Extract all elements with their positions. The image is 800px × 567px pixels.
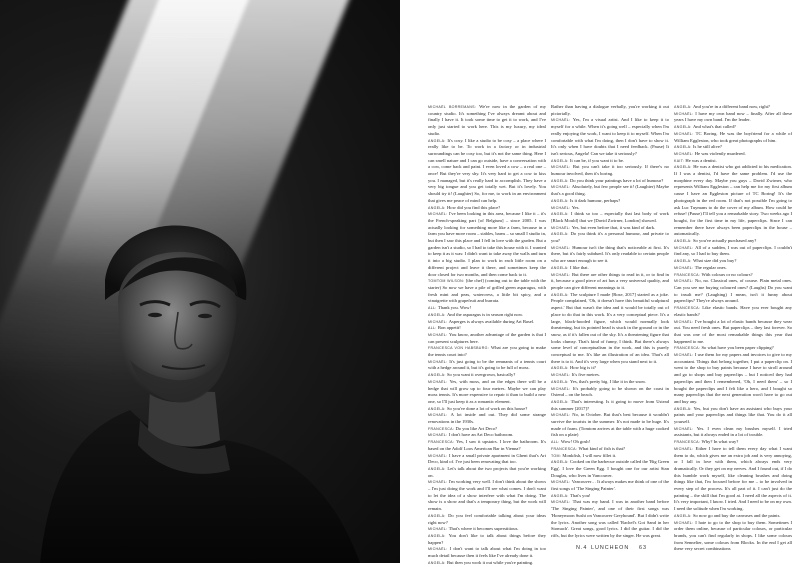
interview-paragraph: [551, 272, 669, 292]
speech-text: Is he still alive?: [692, 144, 722, 150]
interview-paragraph: [674, 345, 792, 352]
interview-paragraph: [428, 453, 546, 466]
speaker-name: MICHAËL:: [674, 245, 696, 250]
speech-text: Asperges is always available during Art Basel.: [448, 318, 535, 324]
text-column-3: [674, 104, 793, 552]
speaker-name: ANGELA:: [551, 212, 571, 217]
speaker-name: MICHAËL:: [551, 386, 573, 391]
interview-paragraph: [674, 164, 792, 238]
speech-text: What size did you buy?: [692, 258, 737, 264]
speaker-name: ANGELA:: [551, 366, 570, 371]
interview-paragraph: [674, 446, 792, 513]
interview-paragraph: [428, 439, 546, 452]
interview-paragraph: [551, 499, 669, 539]
speech-text: But you can't take it too seriously. If there's no humour involved, then it's boring.: [551, 164, 669, 177]
speaker-name: ANGELA:: [428, 373, 447, 378]
speaker-name: ANGELA:: [551, 198, 570, 203]
speaker-name: MICHAËL BORREMANS:: [428, 105, 480, 109]
interview-paragraph: [551, 198, 669, 205]
speaker-name: ANGELA:: [551, 178, 570, 183]
speaker-name: MICHAËL:: [674, 111, 696, 116]
interview-paragraph: [674, 513, 792, 520]
speech-text: It's five metres.: [571, 372, 600, 378]
interview-paragraph: [551, 399, 669, 412]
speaker-name: MICHAËL:: [551, 118, 573, 123]
speaker-name: MICHAËL:: [428, 527, 449, 532]
speaker-name: ANGELA:: [428, 312, 447, 317]
speaker-name: ANGELA:: [428, 513, 449, 518]
speech-text: We're now in the garden of my country studio. It's something I've always dreamt about and finally I have it. It took some time to get it to work, and I've only just started to work here. This is my luxury, my ideal studio.: [428, 104, 547, 136]
interview-paragraph: [428, 560, 546, 567]
speaker-name: MICHAËL:: [428, 480, 449, 485]
speaker-name: ANGELA:: [551, 399, 571, 404]
speech-text: That was my band. I was in another band before 'The Singing Painter', and one of their first songs was 'Honeymoon Sushi on Vancouver Greyhound'. But I didn't write the lyrics. Another song was called 'Rachel's Got Sand in her Stomach'. Great songs, good lyrics. I did the guitar. I did the riffs, but the lyrics were written by the singer. He was great.: [551, 499, 669, 538]
speaker-name: ANGELA:: [428, 138, 448, 143]
speech-text: And what's that called?: [692, 124, 736, 130]
speaker-name: ANGELA:: [674, 406, 694, 411]
speech-text: What are you going to make the tennis court into?: [428, 345, 546, 358]
speaker-name: FRANCESCA:: [428, 440, 457, 445]
speaker-name: ANGELA:: [674, 239, 693, 244]
interview-paragraph: [428, 479, 546, 513]
interview-paragraph: [428, 312, 546, 319]
speaker-name: ANGELA:: [551, 460, 571, 465]
speech-text: Let's talk about the two projects that you're working on.: [428, 465, 546, 478]
speaker-name: MICHAËL:: [551, 480, 572, 485]
speech-text: Either I have to tell them every day what I want them to do, which gives me an extra job and is very annoying, or I fall in love with them, which always ends very dramatically. Or they get on my nerves. And I found out, if I do this humble work myself, like cleaning brushes and doing things like that, I'm focused before for me – to be involved in every step of the process. It's all part of it. I can't just do the painting – the skill that I'm good at. I need all the aspects of it. It's very important, I know. I tried. And I need to be on my own. I need the solitude when I'm working.: [674, 445, 792, 512]
speaker-name: MICHAËL:: [551, 373, 572, 378]
interview-paragraph: [428, 325, 546, 332]
speaker-name: MICHAËL:: [428, 359, 450, 364]
speech-text: Do you think it's a personal humour, and private to you?: [551, 231, 669, 244]
page-number: 63: [639, 545, 647, 551]
speaker-name: ANGELA:: [674, 105, 693, 109]
speaker-name: MICHAËL:: [551, 225, 572, 230]
interview-paragraph: [428, 359, 546, 372]
speech-text: It can be, if you want it to be.: [569, 157, 625, 163]
interview-paragraph: [428, 412, 546, 425]
speaker-name: ANGELA:: [428, 560, 447, 565]
speaker-name: ANGELA:: [674, 125, 693, 130]
interview-paragraph: [551, 386, 669, 399]
speech-text: I have my own band now – finally. After all these years I have my own band. I'm the leader.: [674, 110, 792, 123]
interview-paragraph: [551, 184, 669, 197]
interview-paragraph: [674, 151, 792, 158]
speaker-name: MICHAËL:: [674, 131, 696, 136]
interview-paragraph: [551, 265, 669, 272]
interview-paragraph: [551, 292, 669, 366]
interview-paragraph: [428, 426, 546, 433]
interview-paragraph: [428, 406, 546, 413]
interview-paragraph: [428, 305, 546, 312]
speaker-name: MICHAËL:: [428, 319, 449, 324]
speech-text: The sculpture I made [Rose, 2017] started as a joke. People complained, 'Oh, it doesn't have this beautiful sculptural aspect.' But that wasn't the idea and it would be totally out of place to do that in this work. It's a very conceptual piece. It's a large, black-hooded figure, which would normally look threatening, but its pointed head is stuck in the ground or in the snow, as if it's fallen out of the sky. It's a threatening figure that looks clumsy. That's kind of funny, I think. But there's always some level of conceptualism in the work, and this is purely conceptual to me. It's like an illustration of an idea. That's all there is to it. And it's very large when you stand next to it.: [551, 291, 669, 364]
speaker-name: ANGELA:: [551, 265, 570, 270]
speech-text: Yes. I even clean my brushes myself. I tried assistants, but it always ended in a lot of trouble.: [674, 425, 792, 438]
interview-paragraph: [551, 117, 669, 157]
speech-text: It's cosy. I like a studio to be cosy – a place where I really like to be. To work in a factory or in industrial surroundings can be cosy too, but it's not the same thing. Here I can smell nature and I can go outside, have a conversation with a cow, come back and paint. I even loved a cow – a real one – once! But they're very shy. It's very hard to get a cow to kiss you. I managed, but it's really hard to accomplish. They have a very big tongue and you get totally wet. But it's lovely. You should try it! (Laughter) So, for me, to work in an environment that gives me peace of mind can help.: [428, 137, 546, 203]
interview-paragraph: [428, 138, 546, 205]
speaker-name: ALL:: [428, 326, 438, 331]
speech-text: But then you work it out while you're painting.: [446, 559, 534, 565]
speaker-name: ANGELA:: [674, 259, 693, 264]
interview-paragraph: [674, 278, 792, 305]
interview-paragraph: [428, 345, 546, 358]
speech-text: Why? In what way?: [701, 439, 739, 445]
interview-paragraph: [551, 446, 669, 453]
speaker-name: MICHAËL:: [428, 413, 451, 418]
speech-text: It's just going to be the remnants of a tennis court with a hedge around it, but it's going to be full of moss.: [428, 358, 546, 371]
speech-text: No, no. Classical ones, of course. Plain metal ones. Can you see me buying coloured ones? (Laughs) Do you want to insult me? (Laughing) I mean, isn't it funny about paperclips? They're always around.: [674, 278, 792, 304]
speech-text: That's you!: [569, 492, 591, 498]
interview-paragraph: [674, 272, 792, 279]
speaker-name: MICHAËL:: [551, 165, 573, 170]
speaker-name: MICHAËL:: [551, 205, 572, 210]
issue-number: N.4: [576, 545, 588, 551]
text-column-1: [428, 104, 547, 565]
portrait-figure: [0, 0, 400, 563]
speech-text: So what have you been paper clipping?: [701, 345, 774, 351]
interview-paragraph: [551, 158, 669, 165]
speech-text: [the chef] (coming out to the table with the starter) So now we have a pile of grilled green asparagus, with fresh mint and peas, watercress, a little bit spicy, and a vinaigrette with grapefruit and burrata.: [428, 278, 546, 304]
interview-paragraph: [551, 372, 669, 379]
interview-paragraph: [551, 211, 669, 224]
interview-paragraph: [551, 459, 669, 479]
speaker-name: ANGELA:: [428, 534, 449, 538]
interview-paragraph: [674, 131, 792, 144]
interview-text-page: [400, 0, 800, 563]
interview-paragraph: [551, 379, 669, 386]
interview-paragraph: [674, 426, 792, 439]
speaker-name: MICHAËL:: [551, 500, 573, 505]
speech-text: But there are other things to read in it, or to find in it, because a good piece of art has a very universal quality, and people can give different meanings to it.: [551, 271, 669, 290]
speaker-name: MICHAËL:: [674, 319, 695, 324]
speech-text: Yes, with moss, and on the edges there will be a hedge that will grow up to four metres. Maybe we can play moss tennis. It's more expensive to repair it than to build a new one, so I'll just keep it as a romantic element.: [428, 378, 546, 404]
speaker-name: MICHAËL:: [428, 453, 450, 458]
speech-text: Thank you. Wow!: [437, 305, 472, 311]
speaker-name: FRANCESCA:: [674, 272, 702, 277]
speaker-name: MICHAËL:: [674, 353, 695, 358]
speech-text: Like elastic bands. Have you ever bought any elastic bands?: [674, 305, 793, 317]
speaker-name: MICHAËL:: [674, 520, 696, 525]
speech-text: I've bought a lot of elastic bands because they wear out. You need fresh ones. But paperclips – they last forever. So that was one of the most remarkable things this year that happened to me.: [674, 318, 792, 344]
interview-paragraph: [551, 178, 669, 185]
speech-text: I'm working very well. I don't think about the shows – I'm just doing the work and I'll see what comes. I don't want to let the idea of a show interfere with what I'm doing. The show is a show and that's a temporary thing, but the work will remain.: [428, 479, 546, 512]
speech-text: Do you feel comfortable talking about your ideas right now?: [428, 512, 546, 525]
text-column-2: [551, 104, 670, 538]
speaker-name: FRANCESCA:: [674, 306, 703, 311]
speaker-name: TOM:: [551, 453, 563, 458]
interview-paragraph: [551, 479, 669, 492]
interview-paragraph: [428, 466, 546, 479]
speech-text: Yes, I saw it upstairs. I love the bathroom. It's based on the Adolf Loos American Bar in Vienna?: [428, 439, 546, 451]
interview-paragraph: [551, 493, 669, 500]
interview-paragraph: [674, 158, 792, 165]
speech-text: Bon appetit!: [437, 325, 461, 331]
speech-text: I've been looking in this area, because I like it – it's the French-speaking part [of Belgium] – since 2005. I was actually looking for something more like a farm, because in a farm you have more room – stables, barns – so small I studio in, but then I saw this place and I fell in love with the garden. But a garden isn't a studio, so I had to take this house with it. I wanted to keep it as it was: I didn't want to take away the walls and turn it into a big studio. I plan to work in each little room on a different project and leave it there, and sometimes keep the door closed for two months, and then come back to it.: [428, 211, 547, 277]
interview-paragraph: [674, 104, 792, 111]
speaker-name: FRANCESCA:: [551, 446, 579, 451]
speaker-name: TOMTOM WILSON:: [428, 279, 466, 284]
interview-paragraph: [674, 265, 792, 272]
speech-text: So now go and buy the canvases and the paints.: [692, 512, 781, 518]
speech-text: All of a sudden, I was out of paperclips. I couldn't find any, so I had to buy them.: [674, 244, 792, 257]
speech-text: So you want it overgrown, basically?: [446, 372, 516, 378]
speech-text: You know, another advantage of the garden is that I can present sculptures here.: [428, 331, 546, 344]
interview-paragraph: [551, 245, 669, 265]
interview-paragraph: [551, 365, 669, 372]
speaker-name: MICHAËL:: [674, 265, 695, 270]
interview-paragraph: [674, 238, 792, 245]
speaker-name: MICHAËL:: [674, 279, 696, 284]
speech-text: It's probably going to be shown on the coast in Ostend – on the beach.: [551, 385, 669, 398]
speech-text: Yes.: [571, 204, 580, 210]
page-footer: [400, 545, 800, 555]
speaker-name: MICHAËL:: [674, 446, 696, 451]
speech-text: Yes, I'm a visual artist. And I like to keep it to myself for a while. When it's going well – especially when I'm really enjoying the work, I want to keep it to myself. When I'm comfortable with what I'm doing, then I don't have to show it. It's only when I have doubts that I need feedback. (Pause) It isn't serious, Angela! Can we take it seriously?: [551, 117, 669, 156]
interview-paragraph: [674, 319, 792, 346]
speech-text: The regular ones.: [694, 264, 727, 270]
speech-text: Yes, that's pretty big. I like it in the snow.: [569, 378, 647, 384]
speaker-name: ANGELA:: [551, 292, 571, 297]
speech-text: Is it dark humour, perhaps?: [569, 197, 621, 203]
interview-paragraph: [551, 231, 669, 244]
speaker-name: ALL:: [551, 440, 561, 445]
interview-paragraph: [551, 205, 669, 212]
speech-text: I don't want to talk about what I'm doing in too much detail because then it feels like I've already done it.: [428, 546, 546, 559]
interview-paragraph: [428, 432, 546, 439]
speech-text: Do you like Art Deco?: [455, 425, 498, 431]
speech-text: That's interesting. Is it going to move from Ustead this summer [2017]?: [551, 398, 669, 411]
speech-text: And you're in a different band now, right?: [692, 104, 770, 109]
interview-paragraph: [674, 305, 792, 318]
speech-text: TC Boring. He was the boyfriend for a while of William Eggleston, who took great photographs of him.: [674, 130, 792, 143]
speech-text: And the asparagus is in season right now.: [446, 311, 523, 317]
portrait-photograph: [0, 0, 400, 563]
speaker-name: MICHAËL:: [551, 413, 573, 418]
speech-text: Monkfish, I will now fillet it.: [562, 452, 617, 458]
interview-paragraph: [674, 439, 792, 446]
speaker-name: ANGELA:: [551, 379, 570, 384]
speech-text: I think so too – especially that last body of work [Black Mould] that we [David Zwirner, London] showed.: [551, 211, 669, 223]
speech-text: So you've done a lot of work on this house?: [446, 405, 528, 411]
speaker-name: ANGELA:: [428, 466, 448, 471]
speaker-name: ANGELA:: [428, 205, 447, 210]
speech-text: I have a small private apartment in Ghent that's Art Deco, kind of. I've just been renovating that too.: [428, 452, 546, 465]
speaker-name: ANGELA:: [674, 145, 693, 150]
speaker-name: MICHAËL:: [551, 272, 573, 277]
speech-text: He was a dentist.: [685, 157, 717, 163]
speaker-name: FRANCESCA VON HABSBURG:: [428, 346, 491, 351]
speech-text: Rather than having a dialogue verbally, you're working it out pictorially.: [551, 104, 669, 116]
interview-paragraph: [551, 453, 669, 460]
speaker-name: MICHAËL:: [428, 379, 450, 384]
speaker-name: ANGELA:: [674, 513, 693, 518]
speaker-name: FRANCESCA:: [674, 440, 702, 445]
speech-text: With colours or no colours?: [701, 271, 753, 277]
interview-paragraph: [674, 144, 792, 151]
interview-paragraph: [428, 379, 546, 406]
speaker-name: KAIT:: [674, 158, 686, 163]
speaker-name: MICHAËL:: [428, 547, 450, 552]
interview-paragraph: [551, 439, 669, 446]
speech-text: A lot inside and out. They did some strange renovations in the 1930s.: [428, 412, 546, 425]
speech-text: Humour isn't the thing that's noticeable at first. It's there, but it's fairly subdued. It's only readable to certain people who are smart enough to see it.: [551, 244, 669, 264]
speech-text: Wow! Oh gosh!: [560, 439, 591, 445]
magazine-title: LUNCHEON: [591, 545, 630, 551]
speaker-name: MICHAËL:: [428, 212, 449, 217]
speech-text: That's where it becomes superstitious.: [448, 526, 519, 532]
interview-paragraph: [674, 352, 792, 406]
interview-paragraph: [428, 104, 546, 138]
speaker-name: MICHAËL:: [551, 185, 572, 190]
interview-paragraph: [428, 319, 546, 326]
interview-paragraph: [551, 104, 669, 117]
speaker-name: ANGELA:: [551, 158, 570, 163]
speech-text: Do you think your paintings have a lot of humour?: [569, 177, 664, 183]
interview-paragraph: [674, 124, 792, 131]
speech-text: He was violently murdered.: [694, 150, 746, 156]
interview-paragraph: [428, 513, 546, 526]
interview-paragraph: [551, 412, 669, 439]
interview-paragraph: [428, 205, 546, 212]
speech-text: How big is it?: [569, 365, 596, 371]
speaker-name: ALL:: [428, 306, 438, 311]
speech-text: What kind of fish is that?: [578, 445, 626, 451]
speech-text: I hate to go to the shop to buy them. Sometimes I order them online, because of particular colours, or particular brands, you can't find regularly in shops. I like some colours from Sennelier, some colours from Blockx. In the end I get all these very secret combinations: [674, 519, 792, 552]
speech-text: No, in October. But that's best because it wouldn't survive the tourists in the summer. It's not made to be huge. It's made of foam. (Tomtom arrives at the table with a huge cooked fish on a plate): [551, 412, 669, 438]
speaker-name: ANGELA:: [551, 493, 570, 498]
interview-paragraph: [428, 332, 546, 345]
speaker-name: MICHAËL:: [428, 332, 449, 337]
speech-text: I like that.: [569, 264, 589, 270]
speech-text: Vancouver… It always makes me think of one of the first songs of 'The Singing Painter'.: [551, 479, 669, 492]
speaker-name: ANGELA:: [428, 406, 447, 411]
speech-text: How did you find this place?: [446, 204, 501, 210]
interview-paragraph: [428, 278, 546, 305]
speech-text: So you've actually purchased any?: [692, 238, 757, 244]
speaker-name: FRANCESCA:: [428, 426, 456, 431]
speaker-name: MICHAËL:: [674, 151, 695, 156]
interview-paragraph: [428, 372, 546, 379]
interview-paragraph: [551, 225, 669, 232]
interview-paragraph: [674, 111, 792, 124]
speech-text: Yes, but even before that, it was kind of dark.: [571, 224, 656, 230]
speaker-name: MICHAËL:: [674, 426, 697, 431]
speaker-name: ANGELA:: [551, 232, 571, 237]
speaker-name: MICHAËL:: [551, 245, 573, 250]
interview-paragraph: [674, 406, 792, 426]
speech-text: Cooked on the barbecue outside called the 'Big Green Egg'. I love the Green Egg. I bought one for our artist Stan Douglas, who lives in Vancouver.: [551, 459, 670, 478]
speech-text: Yes, but you don't have an assistant who buys your paints and your paperclips and things like that. You do it all yourself.: [674, 405, 792, 425]
interview-paragraph: [428, 526, 546, 533]
speech-text: I don't have an Art Deco bathroom.: [448, 432, 514, 438]
speech-text: Absolutely, but few people see it! (Laughter) Maybe that's a good thing.: [551, 184, 669, 197]
speaker-name: FRANCESCA:: [674, 346, 702, 351]
interview-paragraph: [674, 245, 792, 258]
interview-paragraph: [674, 258, 792, 265]
speech-text: You don't like to talk about things before they happen?: [428, 533, 546, 545]
speech-text: I use them for my papers and invoices to give to my accountant. Things that belong together, I put a paperclip on. I went to the shop to buy paints because I have to stroll around and go to shops and buy paperclips – but I noticed they had paperclips and then I remembered, 'Oh, I need them' – so I bought the paperclips and I felt like a hero, and I bought so many paperclips that the next generation won't have to go out and buy any.: [674, 352, 792, 404]
speaker-name: MICHAËL:: [428, 433, 449, 438]
interview-paragraph: [551, 164, 669, 177]
speaker-name: ANGELA:: [674, 165, 694, 170]
interview-paragraph: [428, 211, 546, 278]
speech-text: He was a dentist who got addicted to his medication. If I was a dentist, I'd have the same problem. I'd use the morphine every day. Maybe you guys – David Zwirner, who represents William Eggleston – can help me for my first album cause I have an Eggleston picture of TC Boring! It's the photograph in the red room. If that's not possible I'm going to ask Luc Tuymans to do the cover of my album. How could he refuse! (Pause) I'll tell you a remarkable story. Two weeks ago I bought, for the first time in my life, paperclips. Since I can remember there have always been paperclips in the house – automatically.: [674, 164, 792, 237]
